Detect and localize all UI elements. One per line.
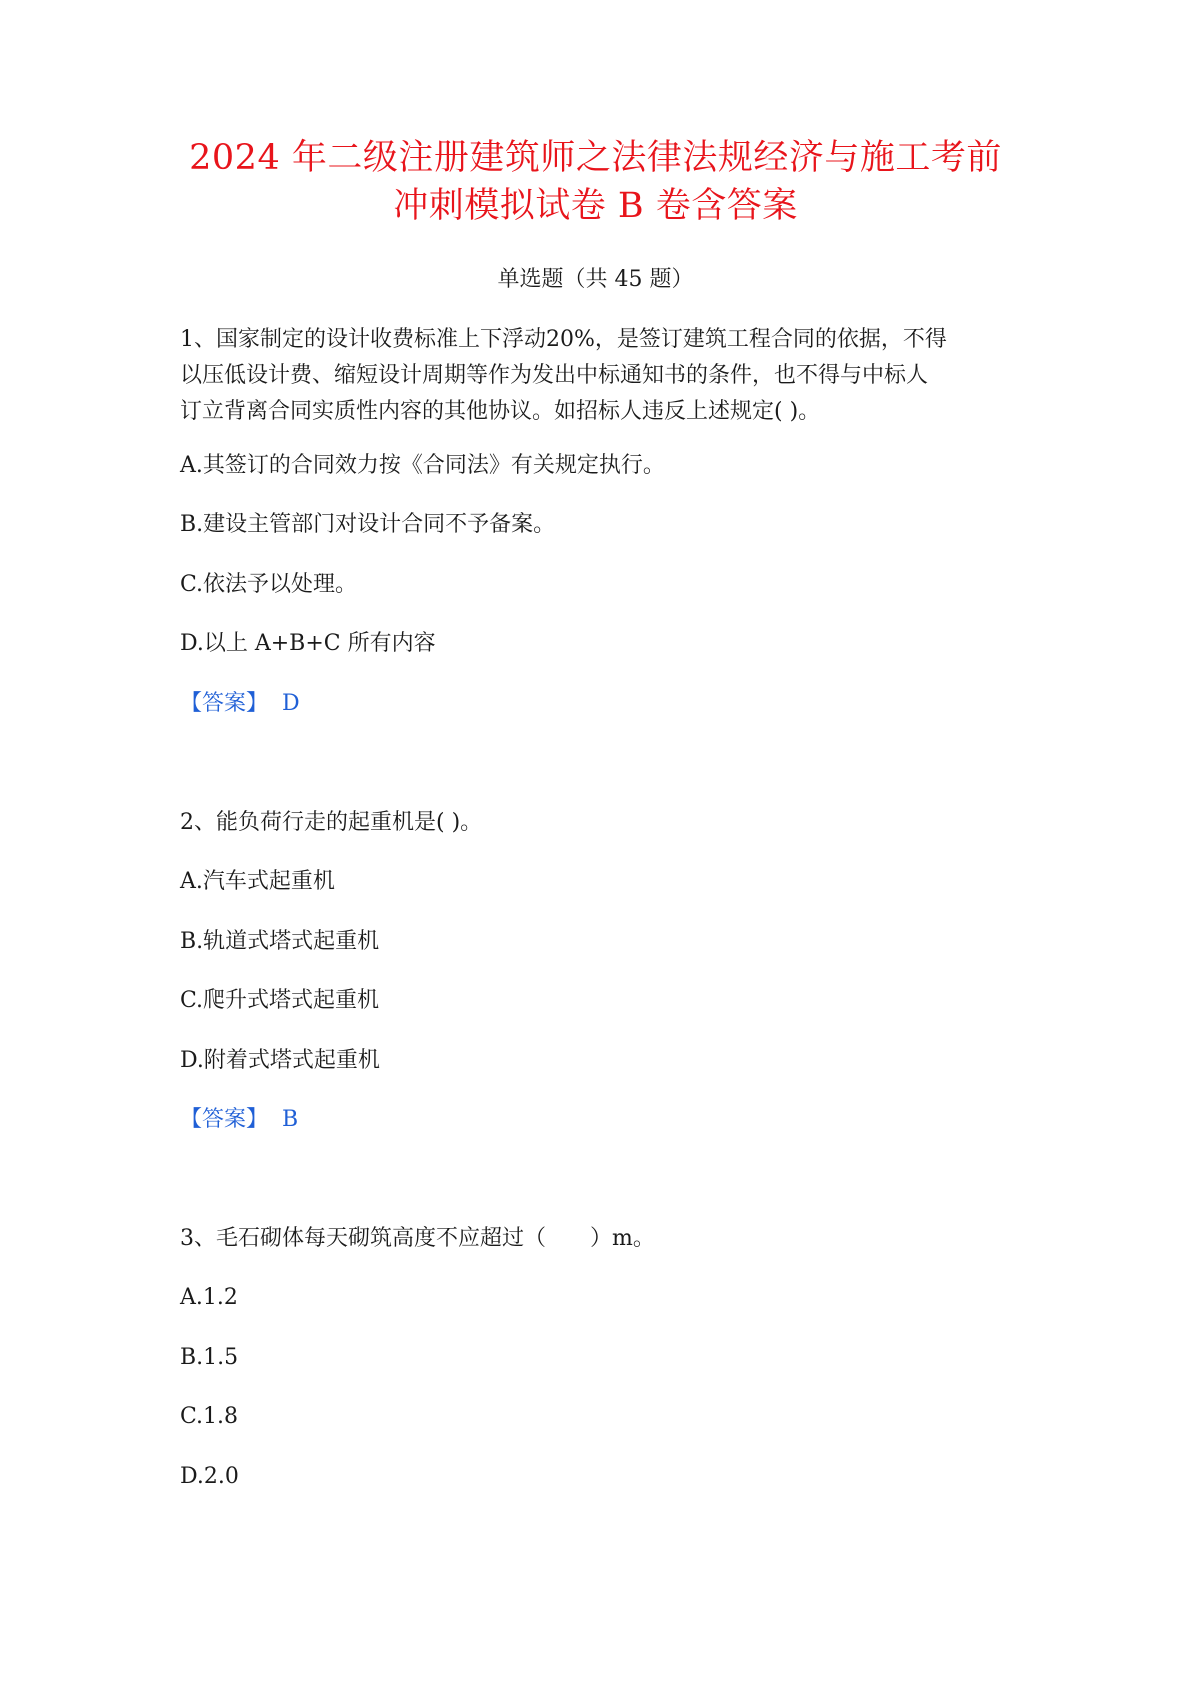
question-2-stem-line-1: 2、能负荷行走的起重机是( )。 bbox=[180, 810, 483, 835]
answer-value: D bbox=[282, 691, 300, 716]
question-1-answer bbox=[180, 689, 300, 719]
question-2-option-d: D.附着式塔式起重机 bbox=[180, 1048, 380, 1073]
question-1-option-a: A.其签订的合同效力按《合同法》有关规定执行。 bbox=[180, 453, 665, 478]
answer-label: 【答案】 bbox=[180, 1107, 269, 1132]
question-2-option-b: B.轨道式塔式起重机 bbox=[180, 929, 380, 954]
question-3-option-d: D.2.0 bbox=[180, 1464, 239, 1489]
question-3-option-a: A.1.2 bbox=[180, 1285, 238, 1310]
question-1-option-c: C.依法予以处理。 bbox=[180, 572, 358, 597]
question-3-option-b: B.1.5 bbox=[180, 1345, 239, 1370]
question-1-stem-line-1: 1、国家制定的设计收费标准上下浮动20%，是签订建筑工程合同的依据，不得 bbox=[180, 327, 947, 352]
document-title-line-1: 2024 年二级注册建筑师之法律法规经济与施工考前 bbox=[189, 138, 1002, 178]
answer-label: 【答案】 bbox=[180, 691, 269, 716]
question-2-option-a: A.汽车式起重机 bbox=[180, 869, 335, 894]
question-1-option-d: D.以上 A+B+C 所有内容 bbox=[180, 631, 436, 656]
section-heading: 单选题（共 45 题） bbox=[497, 267, 694, 292]
question-1-stem-line-2: 以压低设计费、缩短设计周期等作为发出中标通知书的条件，也不得与中标人 bbox=[180, 363, 929, 388]
answer-value: B bbox=[282, 1107, 299, 1132]
question-1-stem-line-3: 订立背离合同实质性内容的其他协议。如招标人违反上述规定( )。 bbox=[180, 399, 821, 424]
question-2-option-c: C.爬升式塔式起重机 bbox=[180, 988, 380, 1013]
document-title-line-2: 冲刺模拟试卷 B 卷含答案 bbox=[393, 186, 798, 226]
question-3-stem-line-1: 3、毛石砌体每天砌筑高度不应超过（ ）m。 bbox=[180, 1226, 655, 1251]
question-3-option-c: C.1.8 bbox=[180, 1404, 239, 1429]
question-1-option-b: B.建设主管部门对设计合同不予备案。 bbox=[180, 512, 556, 537]
question-2-answer bbox=[180, 1105, 298, 1135]
